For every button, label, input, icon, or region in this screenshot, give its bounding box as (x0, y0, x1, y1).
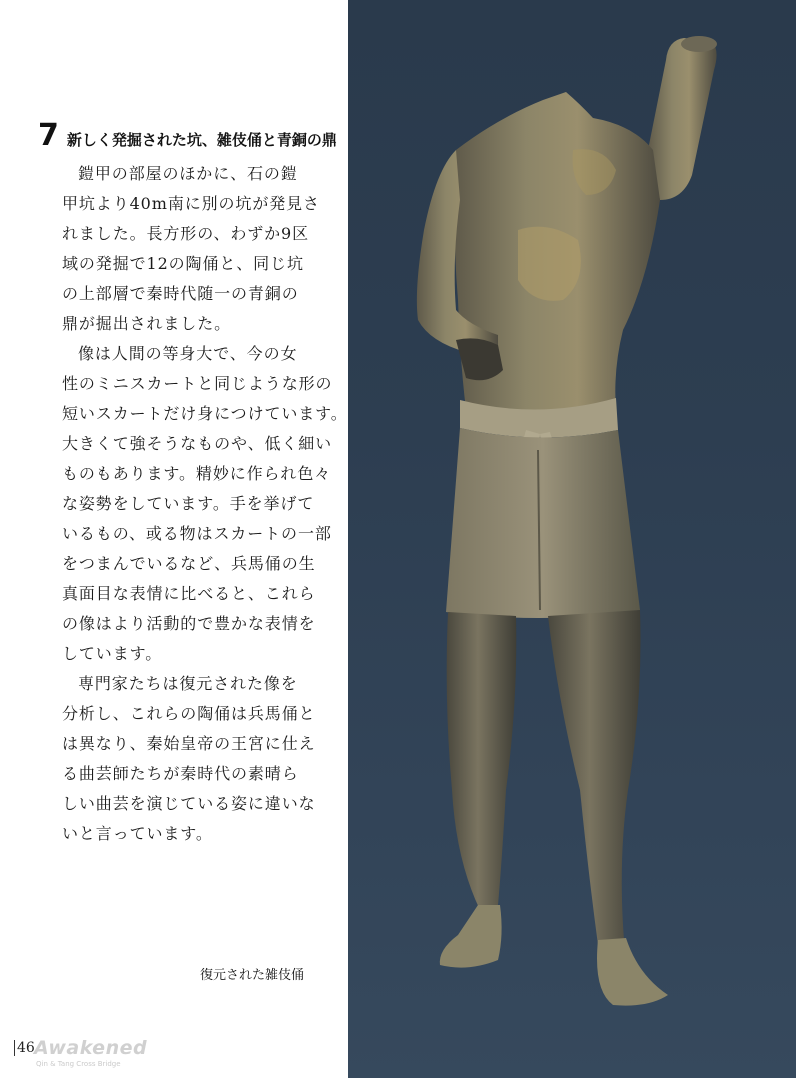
section-number: 7 (38, 118, 59, 153)
watermark-subtitle: Qin & Tang Cross Bridge (36, 1060, 121, 1068)
text-line: の像はより活動的で豊かな表情を (62, 614, 316, 633)
paragraph-3 (62, 669, 334, 849)
text-line: 域の発掘で12の陶俑と、同じ坑 (62, 254, 304, 273)
section-title: 新しく発掘された坑、雑伎俑と青銅の鼎 (66, 131, 337, 149)
photo-caption: 復元された雑伎俑 (200, 968, 305, 983)
text-line: しています。 (62, 644, 163, 663)
text-line: は異なり、秦始皇帝の王宮に仕え (62, 734, 316, 753)
statue-photo (348, 0, 796, 1078)
text-line: いるもの、或る物はスカートの一部 (62, 524, 332, 543)
text-line: な姿勢をしています。手を挙げて (62, 494, 315, 513)
text-column (0, 0, 348, 1078)
watermark-logo: Awakened (34, 1037, 148, 1059)
text-line: 甲坑より40m南に別の坑が発見さ (62, 194, 320, 213)
text-line: る曲芸師たちが秦時代の素晴ら (62, 764, 299, 783)
text-line: れました。長方形の、わずか9区 (62, 224, 310, 243)
text-line: 性のミニスカートと同じような形の (62, 374, 333, 393)
section-heading (38, 118, 338, 154)
text-line: 短いスカートだけ身につけています。 (62, 404, 348, 423)
text-line: 像は人間の等身大で、今の女 (78, 344, 298, 363)
text-line: 鼎が掘出されました。 (62, 314, 232, 333)
paragraph-1 (62, 159, 334, 339)
text-line: いと言っています。 (62, 824, 213, 843)
text-line: 専門家たちは復元された像を (78, 674, 298, 693)
headless-acrobat-statue-illustration (348, 0, 796, 1078)
text-line: をつまんでいるなど、兵馬俑の生 (62, 554, 316, 573)
text-line: の上部層で秦時代随一の青銅の (62, 284, 299, 303)
body-text (62, 159, 348, 849)
text-line: ものもあります。精妙に作られ色々 (62, 464, 332, 483)
text-line: 大きくて強そうなものや、低く細い (62, 434, 333, 453)
text-line: 鎧甲の部屋のほかに、石の鎧 (78, 164, 298, 183)
page-number: 46 (14, 1040, 35, 1056)
text-line: 分析し、これらの陶俑は兵馬俑と (62, 704, 316, 723)
paragraph-2 (62, 339, 348, 669)
text-line: しい曲芸を演じている姿に違いな (62, 794, 316, 813)
text-line: 真面目な表情に比べると、これら (62, 584, 316, 603)
